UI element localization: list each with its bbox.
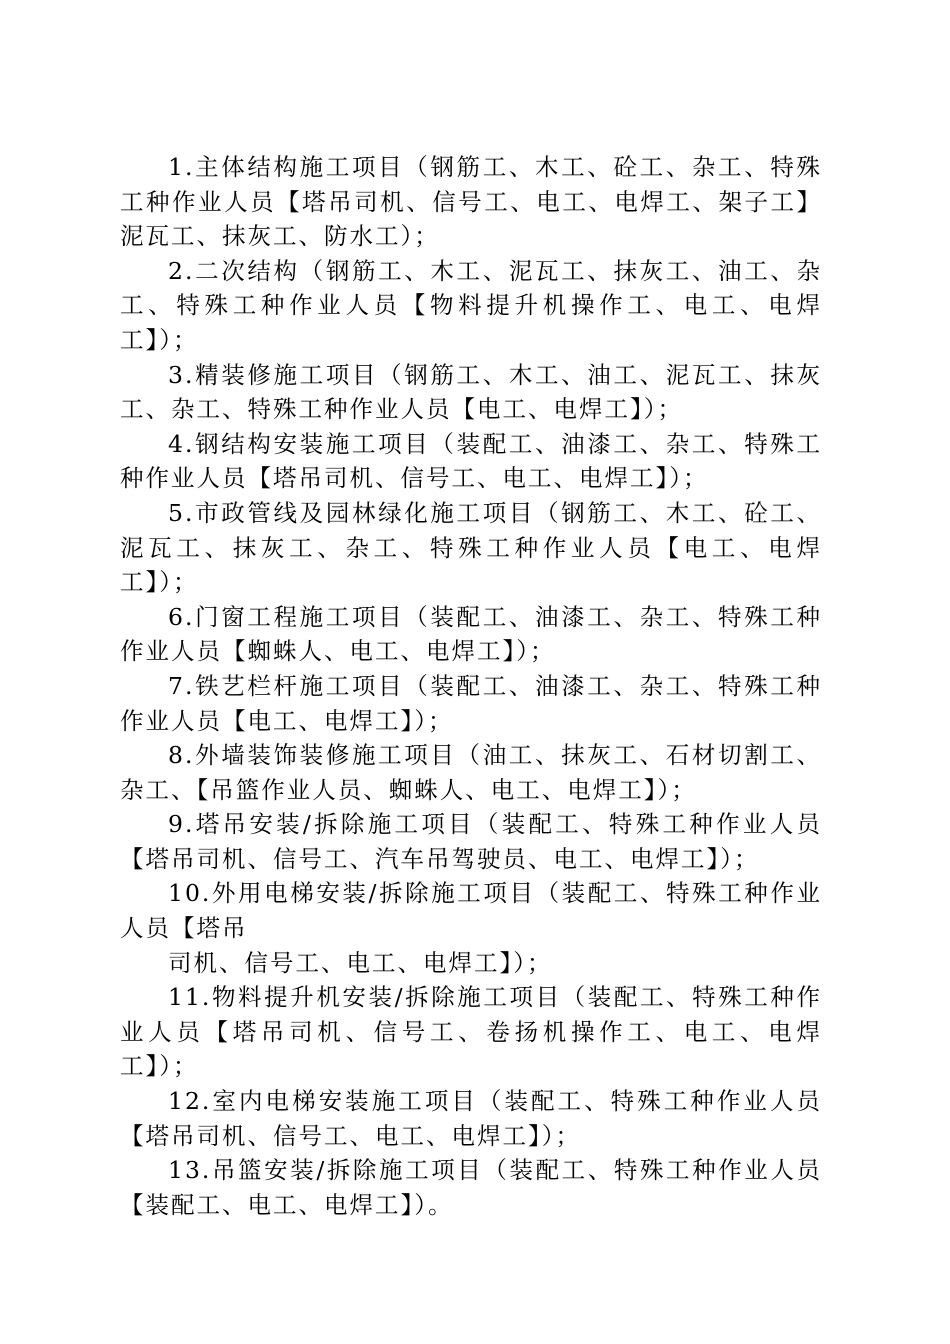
list-item-11: 11.物料提升机安装/拆除施工项目（装配工、特殊工种作业人员【塔吊司机、信号工、卷扬机操作工、电工、电焊工】）； — [120, 983, 822, 1081]
list-item-5: 5.市政管线及园林绿化施工项目（钢筋工、木工、砼工、泥瓦工、抹灰工、杂工、特殊工种作业人员【电工、电焊工】）； — [120, 498, 822, 597]
list-item-7: 7.铁艺栏杆施工项目（装配工、油漆工、杂工、特殊工种作业人员【电工、电焊工】）； — [120, 671, 822, 735]
list-item-4: 4.钢结构安装施工项目（装配工、油漆工、杂工、特殊工种作业人员【塔吊司机、信号工、电工、电焊工】）； — [120, 429, 822, 493]
document-body — [120, 150, 822, 1222]
list-item-12: 12.室内电梯安装施工项目（装配工、特殊工种作业人员【塔吊司机、信号工、电工、电焊工】）； — [120, 1087, 822, 1150]
list-item-8: 8.外墙装饰装修施工项目（油工、抹灰工、石材切割工、杂工、【吊篮作业人员、蜘蛛人、电工、电焊工】）； — [120, 741, 822, 804]
list-item-3: 3.精装修施工项目（钢筋工、木工、油工、泥瓦工、抹灰工、杂工、特殊工种作业人员【电工、电焊工】）； — [120, 360, 822, 424]
list-item-2: 2.二次结构（钢筋工、木工、泥瓦工、抹灰工、油工、杂工、特殊工种作业人员【物料提升机操作工、电工、电焊工】）； — [120, 256, 822, 354]
list-item-9: 9.塔吊安装/拆除施工项目（装配工、特殊工种作业人员【塔吊司机、信号工、汽车吊驾驶员、电工、电焊工】）； — [120, 810, 822, 873]
list-item-10: 10.外用电梯安装/拆除施工项目（装配工、特殊工种作业人员【塔吊 — [120, 879, 822, 943]
list-item-13: 13.吊篮安装/拆除施工项目（装配工、特殊工种作业人员【装配工、电工、电焊工】）。 — [120, 1156, 822, 1219]
list-item-6: 6.门窗工程施工项目（装配工、油漆工、杂工、特殊工种作业人员【蜘蛛人、电工、电焊工】）； — [120, 602, 822, 666]
list-item-10-continuation: 司机、信号工、电工、电焊工】）； — [168, 948, 553, 977]
list-item-1: 1.主体结构施工项目（钢筋工、木工、砼工、杂工、特殊工种作业人员【塔吊司机、信号工、电工、电焊工、架子工】泥瓦工、抹灰工、防水工）； — [120, 153, 822, 251]
